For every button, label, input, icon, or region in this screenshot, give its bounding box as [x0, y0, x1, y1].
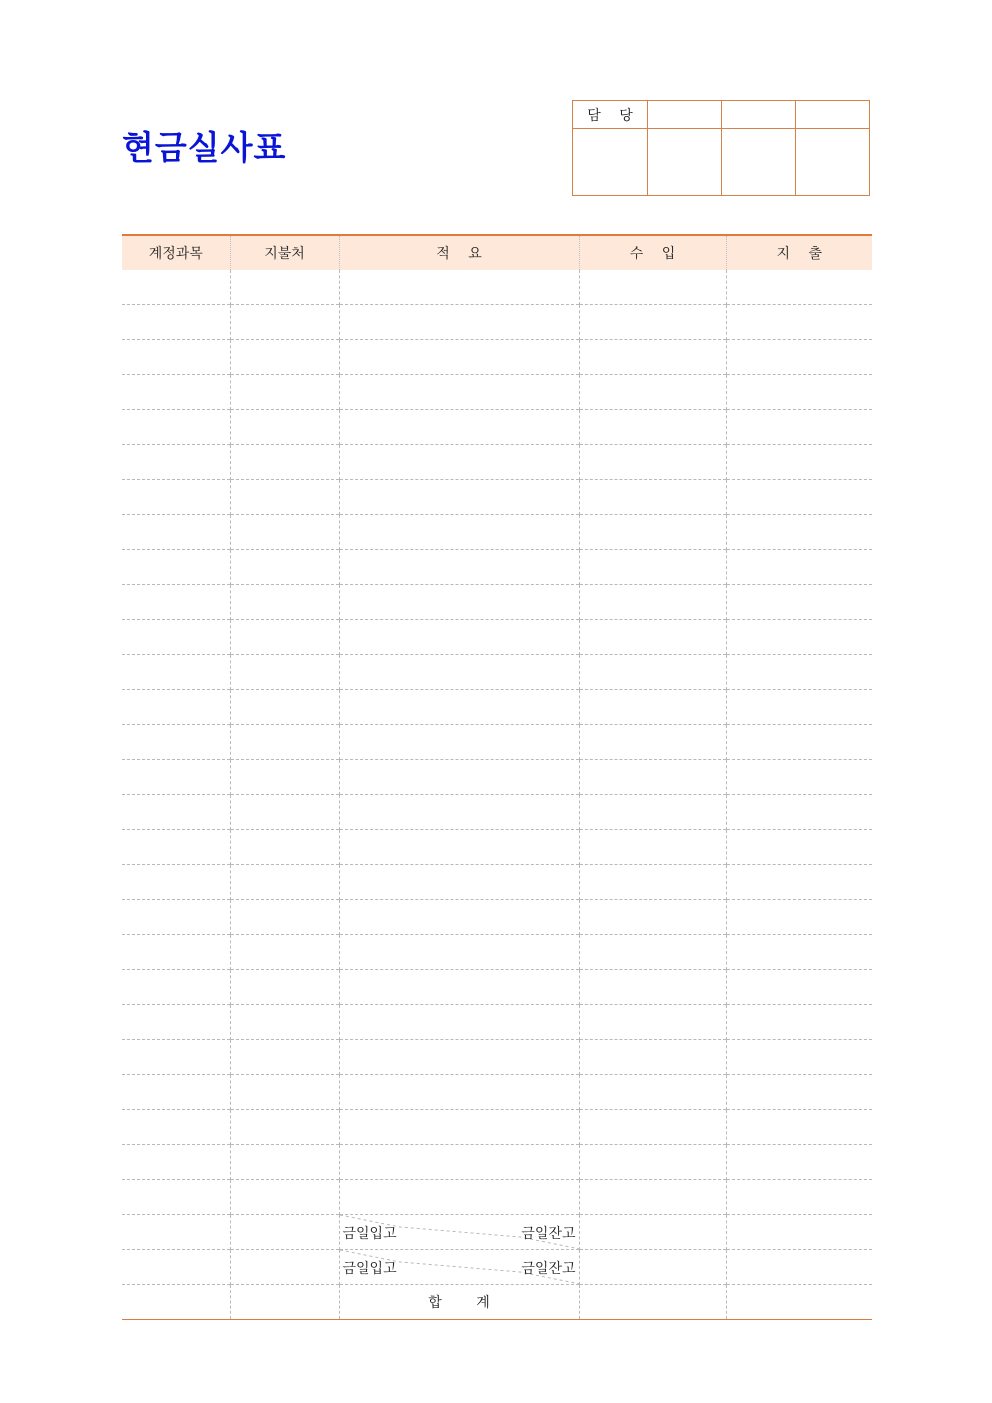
account-cell[interactable] — [122, 1005, 230, 1040]
table-header-row — [122, 235, 872, 270]
account-cell[interactable] — [122, 935, 230, 970]
payee-cell[interactable] — [230, 1285, 339, 1320]
expense-cell[interactable] — [726, 1040, 872, 1075]
description-cell[interactable] — [339, 760, 579, 795]
payee-cell[interactable] — [230, 410, 339, 445]
table-row — [122, 410, 872, 445]
account-cell[interactable] — [122, 270, 230, 305]
description-cell[interactable] — [339, 900, 579, 935]
payee-cell[interactable] — [230, 1215, 339, 1250]
expense-total-cell[interactable] — [726, 1285, 872, 1320]
column-header-description: 적 요 — [339, 235, 579, 270]
expense-cell[interactable] — [726, 1180, 872, 1215]
description-cell[interactable] — [339, 830, 579, 865]
summary-split-cell[interactable] — [339, 1250, 579, 1285]
income-cell[interactable] — [579, 655, 726, 690]
payee-cell[interactable] — [230, 900, 339, 935]
description-cell[interactable] — [339, 1110, 579, 1145]
payee-cell[interactable] — [230, 480, 339, 515]
description-cell[interactable] — [339, 305, 579, 340]
table-row — [122, 935, 872, 970]
income-cell[interactable] — [579, 725, 726, 760]
table-row — [122, 340, 872, 375]
account-cell[interactable] — [122, 515, 230, 550]
approval-label: 담 당 — [573, 101, 648, 129]
payee-cell[interactable] — [230, 655, 339, 690]
description-cell[interactable] — [339, 410, 579, 445]
expense-cell[interactable] — [726, 725, 872, 760]
expense-cell[interactable] — [726, 305, 872, 340]
income-cell[interactable] — [579, 1075, 726, 1110]
description-cell[interactable] — [339, 585, 579, 620]
description-cell[interactable] — [339, 620, 579, 655]
description-cell[interactable] — [339, 445, 579, 480]
table-row — [122, 725, 872, 760]
payee-cell[interactable] — [230, 270, 339, 305]
account-cell[interactable] — [122, 865, 230, 900]
payee-cell[interactable] — [230, 865, 339, 900]
cash-ledger-table — [122, 234, 872, 1320]
description-cell[interactable] — [339, 515, 579, 550]
income-cell[interactable] — [579, 480, 726, 515]
table-row — [122, 795, 872, 830]
approval-sign-header[interactable] — [722, 101, 796, 129]
account-cell[interactable] — [122, 1145, 230, 1180]
description-cell[interactable] — [339, 375, 579, 410]
account-cell[interactable] — [122, 900, 230, 935]
income-cell[interactable] — [579, 340, 726, 375]
table-row — [122, 970, 872, 1005]
expense-cell[interactable] — [726, 900, 872, 935]
income-cell[interactable] — [579, 865, 726, 900]
table-row — [122, 865, 872, 900]
payee-cell[interactable] — [230, 935, 339, 970]
expense-cell[interactable] — [726, 655, 872, 690]
account-cell[interactable] — [122, 585, 230, 620]
expense-cell[interactable] — [726, 760, 872, 795]
income-cell[interactable] — [579, 795, 726, 830]
income-cell[interactable] — [579, 375, 726, 410]
payee-cell[interactable] — [230, 340, 339, 375]
table-row — [122, 690, 872, 725]
total-label: 합 계 — [339, 1285, 579, 1320]
approval-sign-cell[interactable] — [648, 129, 722, 196]
payee-cell[interactable] — [230, 1250, 339, 1285]
payee-cell[interactable] — [230, 550, 339, 585]
payee-cell[interactable] — [230, 970, 339, 1005]
table-row — [122, 585, 872, 620]
expense-cell[interactable] — [726, 690, 872, 725]
approval-sign-cell[interactable] — [796, 129, 870, 196]
expense-cell[interactable] — [726, 1250, 872, 1285]
today-balance-label: 금일잔고 — [521, 1261, 576, 1277]
total-row — [122, 1285, 872, 1320]
table-row — [122, 1180, 872, 1215]
expense-cell[interactable] — [726, 270, 872, 305]
description-cell[interactable] — [339, 865, 579, 900]
description-cell[interactable] — [339, 725, 579, 760]
table-row — [122, 1110, 872, 1145]
payee-cell[interactable] — [230, 690, 339, 725]
payee-cell[interactable] — [230, 1005, 339, 1040]
income-cell[interactable] — [579, 585, 726, 620]
expense-cell[interactable] — [726, 865, 872, 900]
description-cell[interactable] — [339, 795, 579, 830]
payee-cell[interactable] — [230, 760, 339, 795]
income-cell[interactable] — [579, 1215, 726, 1250]
expense-cell[interactable] — [726, 375, 872, 410]
payee-cell[interactable] — [230, 795, 339, 830]
income-cell[interactable] — [579, 970, 726, 1005]
payee-cell[interactable] — [230, 830, 339, 865]
table-row — [122, 480, 872, 515]
approval-sign-header[interactable] — [796, 101, 870, 129]
approval-sign-cell[interactable] — [722, 129, 796, 196]
table-row — [122, 550, 872, 585]
description-cell[interactable] — [339, 480, 579, 515]
expense-cell[interactable] — [726, 550, 872, 585]
expense-cell[interactable] — [726, 1215, 872, 1250]
summary-row — [122, 1215, 872, 1250]
income-cell[interactable] — [579, 1180, 726, 1215]
summary-split-cell[interactable] — [339, 1215, 579, 1250]
approval-sign-header[interactable] — [648, 101, 722, 129]
income-cell[interactable] — [579, 445, 726, 480]
table-row — [122, 515, 872, 550]
payee-cell[interactable] — [230, 515, 339, 550]
account-cell[interactable] — [122, 725, 230, 760]
page-title: 현금실사표 — [122, 128, 287, 167]
expense-cell[interactable] — [726, 410, 872, 445]
income-cell[interactable] — [579, 550, 726, 585]
approval-box — [572, 100, 870, 196]
expense-cell[interactable] — [726, 830, 872, 865]
expense-cell[interactable] — [726, 515, 872, 550]
description-cell[interactable] — [339, 1005, 579, 1040]
column-header-payee: 지불처 — [230, 235, 339, 270]
payee-cell[interactable] — [230, 445, 339, 480]
account-cell[interactable] — [122, 760, 230, 795]
column-header-income: 수 입 — [579, 235, 726, 270]
expense-cell[interactable] — [726, 480, 872, 515]
table-row — [122, 900, 872, 935]
income-cell[interactable] — [579, 830, 726, 865]
description-cell[interactable] — [339, 1145, 579, 1180]
expense-cell[interactable] — [726, 795, 872, 830]
account-cell[interactable] — [122, 1285, 230, 1320]
description-cell[interactable] — [339, 550, 579, 585]
table-row — [122, 305, 872, 340]
expense-cell[interactable] — [726, 445, 872, 480]
account-cell[interactable] — [122, 445, 230, 480]
account-cell[interactable] — [122, 410, 230, 445]
account-cell[interactable] — [122, 1215, 230, 1250]
description-cell[interactable] — [339, 270, 579, 305]
income-cell[interactable] — [579, 1250, 726, 1285]
account-cell[interactable] — [122, 1180, 230, 1215]
table-row — [122, 270, 872, 305]
description-cell[interactable] — [339, 1180, 579, 1215]
payee-cell[interactable] — [230, 725, 339, 760]
description-cell[interactable] — [339, 340, 579, 375]
description-cell[interactable] — [339, 970, 579, 1005]
account-cell[interactable] — [122, 305, 230, 340]
income-cell[interactable] — [579, 270, 726, 305]
account-cell[interactable] — [122, 655, 230, 690]
today-in-label: 금일입고 — [342, 1226, 397, 1242]
account-cell[interactable] — [122, 480, 230, 515]
account-cell[interactable] — [122, 1040, 230, 1075]
expense-cell[interactable] — [726, 620, 872, 655]
table-row — [122, 1005, 872, 1040]
table-row — [122, 1145, 872, 1180]
account-cell[interactable] — [122, 795, 230, 830]
income-cell[interactable] — [579, 1145, 726, 1180]
table-row — [122, 375, 872, 410]
account-cell[interactable] — [122, 1075, 230, 1110]
description-cell[interactable] — [339, 655, 579, 690]
table-row — [122, 760, 872, 795]
column-header-expense: 지 출 — [726, 235, 872, 270]
description-cell[interactable] — [339, 935, 579, 970]
table-row — [122, 830, 872, 865]
table-row — [122, 1040, 872, 1075]
payee-cell[interactable] — [230, 1145, 339, 1180]
income-cell[interactable] — [579, 760, 726, 795]
description-cell[interactable] — [339, 690, 579, 725]
payee-cell[interactable] — [230, 620, 339, 655]
account-cell[interactable] — [122, 690, 230, 725]
income-cell[interactable] — [579, 305, 726, 340]
account-cell[interactable] — [122, 1110, 230, 1145]
income-cell[interactable] — [579, 1110, 726, 1145]
table-row — [122, 445, 872, 480]
column-header-account: 계정과목 — [122, 235, 230, 270]
expense-cell[interactable] — [726, 1005, 872, 1040]
income-cell[interactable] — [579, 1040, 726, 1075]
income-cell[interactable] — [579, 1005, 726, 1040]
description-cell[interactable] — [339, 1040, 579, 1075]
account-cell[interactable] — [122, 970, 230, 1005]
summary-row — [122, 1250, 872, 1285]
income-cell[interactable] — [579, 620, 726, 655]
today-in-label: 금일입고 — [342, 1261, 397, 1277]
description-cell[interactable] — [339, 1075, 579, 1110]
account-cell[interactable] — [122, 550, 230, 585]
income-cell[interactable] — [579, 690, 726, 725]
account-cell[interactable] — [122, 1250, 230, 1285]
income-cell[interactable] — [579, 900, 726, 935]
expense-cell[interactable] — [726, 340, 872, 375]
income-cell[interactable] — [579, 515, 726, 550]
income-cell[interactable] — [579, 410, 726, 445]
approval-sign-cell[interactable] — [573, 129, 648, 196]
expense-cell[interactable] — [726, 935, 872, 970]
payee-cell[interactable] — [230, 305, 339, 340]
payee-cell[interactable] — [230, 1110, 339, 1145]
account-cell[interactable] — [122, 620, 230, 655]
table-row — [122, 1075, 872, 1110]
payee-cell[interactable] — [230, 375, 339, 410]
account-cell[interactable] — [122, 340, 230, 375]
account-cell[interactable] — [122, 375, 230, 410]
expense-cell[interactable] — [726, 1145, 872, 1180]
expense-cell[interactable] — [726, 585, 872, 620]
expense-cell[interactable] — [726, 1075, 872, 1110]
payee-cell[interactable] — [230, 585, 339, 620]
table-row — [122, 620, 872, 655]
expense-cell[interactable] — [726, 970, 872, 1005]
account-cell[interactable] — [122, 830, 230, 865]
payee-cell[interactable] — [230, 1040, 339, 1075]
payee-cell[interactable] — [230, 1180, 339, 1215]
expense-cell[interactable] — [726, 1110, 872, 1145]
today-balance-label: 금일잔고 — [521, 1226, 576, 1242]
payee-cell[interactable] — [230, 1075, 339, 1110]
income-total-cell[interactable] — [579, 1285, 726, 1320]
income-cell[interactable] — [579, 935, 726, 970]
table-row — [122, 655, 872, 690]
